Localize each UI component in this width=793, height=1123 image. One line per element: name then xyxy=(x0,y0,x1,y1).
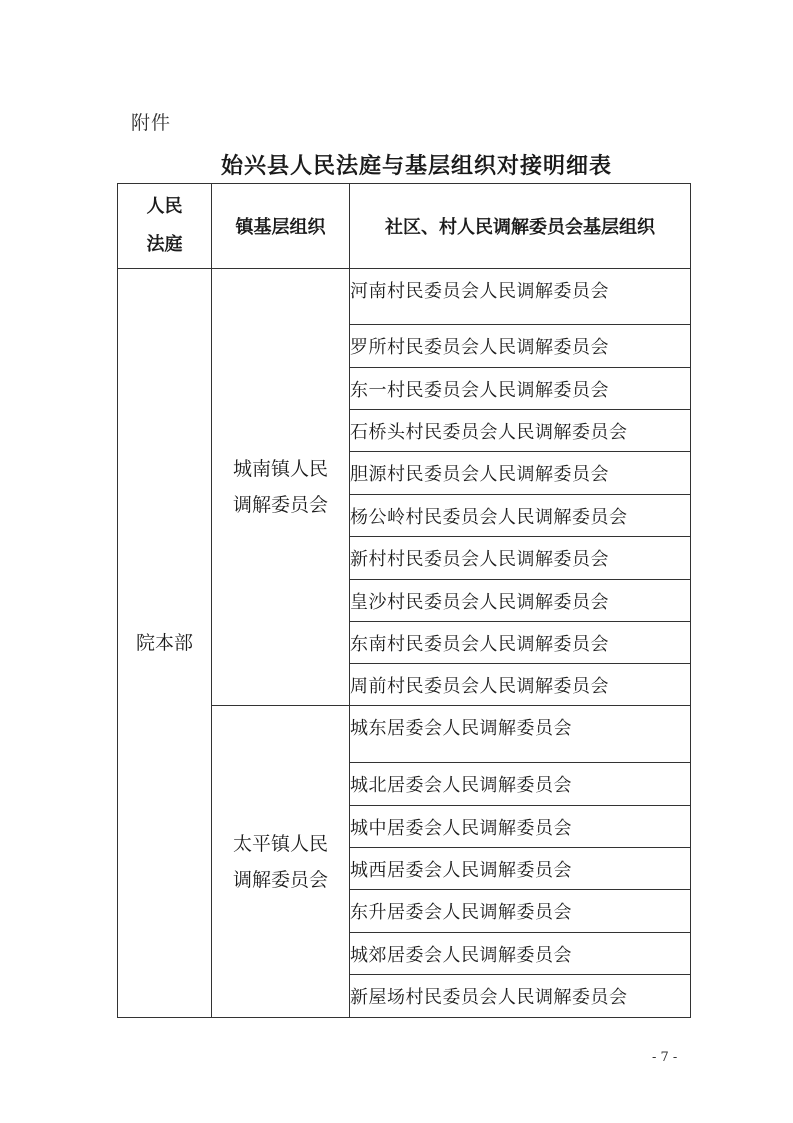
org-cell: 周前村民委员会人民调解委员会 xyxy=(350,664,691,706)
org-cell: 东南村民委员会人民调解委员会 xyxy=(350,622,691,664)
document-title: 始兴县人民法庭与基层组织对接明细表 xyxy=(220,154,612,179)
town-cell-chengnan xyxy=(212,269,350,706)
town-line1: 城南镇人民 xyxy=(232,458,328,480)
org-cell: 石桥头村民委员会人民调解委员会 xyxy=(350,410,691,452)
org-cell: 东一村民委员会人民调解委员会 xyxy=(350,368,691,410)
town-line1: 太平镇人民 xyxy=(232,832,328,855)
org-cell: 皇沙村民委员会人民调解委员会 xyxy=(350,580,691,622)
org-cell: 新村村民委员会人民调解委员会 xyxy=(350,537,691,580)
org-cell: 胆源村民委员会人民调解委员会 xyxy=(350,452,691,495)
page-number: - 7 - xyxy=(652,1050,678,1065)
town-line2: 调解委员会 xyxy=(232,868,328,891)
court-org-table xyxy=(117,183,691,1018)
table-header-row xyxy=(118,184,691,269)
header-court-line2: 法庭 xyxy=(146,234,183,255)
table-row xyxy=(118,269,691,325)
org-cell: 城西居委会人民调解委员会 xyxy=(350,848,691,890)
org-cell: 城郊居委会人民调解委员会 xyxy=(350,933,691,975)
header-community: 社区、村人民调解委员会基层组织 xyxy=(350,184,691,269)
org-cell: 罗所村民委员会人民调解委员会 xyxy=(350,325,691,368)
town-cell-taiping xyxy=(212,706,350,1018)
attachment-label: 附件 xyxy=(131,112,172,134)
org-cell: 新屋场村民委员会人民调解委员会 xyxy=(350,975,691,1018)
org-cell: 河南村民委员会人民调解委员会 xyxy=(350,269,691,325)
header-town: 镇基层组织 xyxy=(212,184,350,269)
town-line2: 调解委员会 xyxy=(232,494,328,516)
org-cell: 杨公岭村民委员会人民调解委员会 xyxy=(350,495,691,537)
org-cell: 城中居委会人民调解委员会 xyxy=(350,806,691,848)
header-court xyxy=(118,184,212,269)
court-cell: 院本部 xyxy=(118,269,212,1018)
org-cell: 城东居委会人民调解委员会 xyxy=(350,706,691,763)
org-cell: 东升居委会人民调解委员会 xyxy=(350,890,691,933)
header-court-line1: 人民 xyxy=(146,196,183,217)
org-cell: 城北居委会人民调解委员会 xyxy=(350,763,691,806)
